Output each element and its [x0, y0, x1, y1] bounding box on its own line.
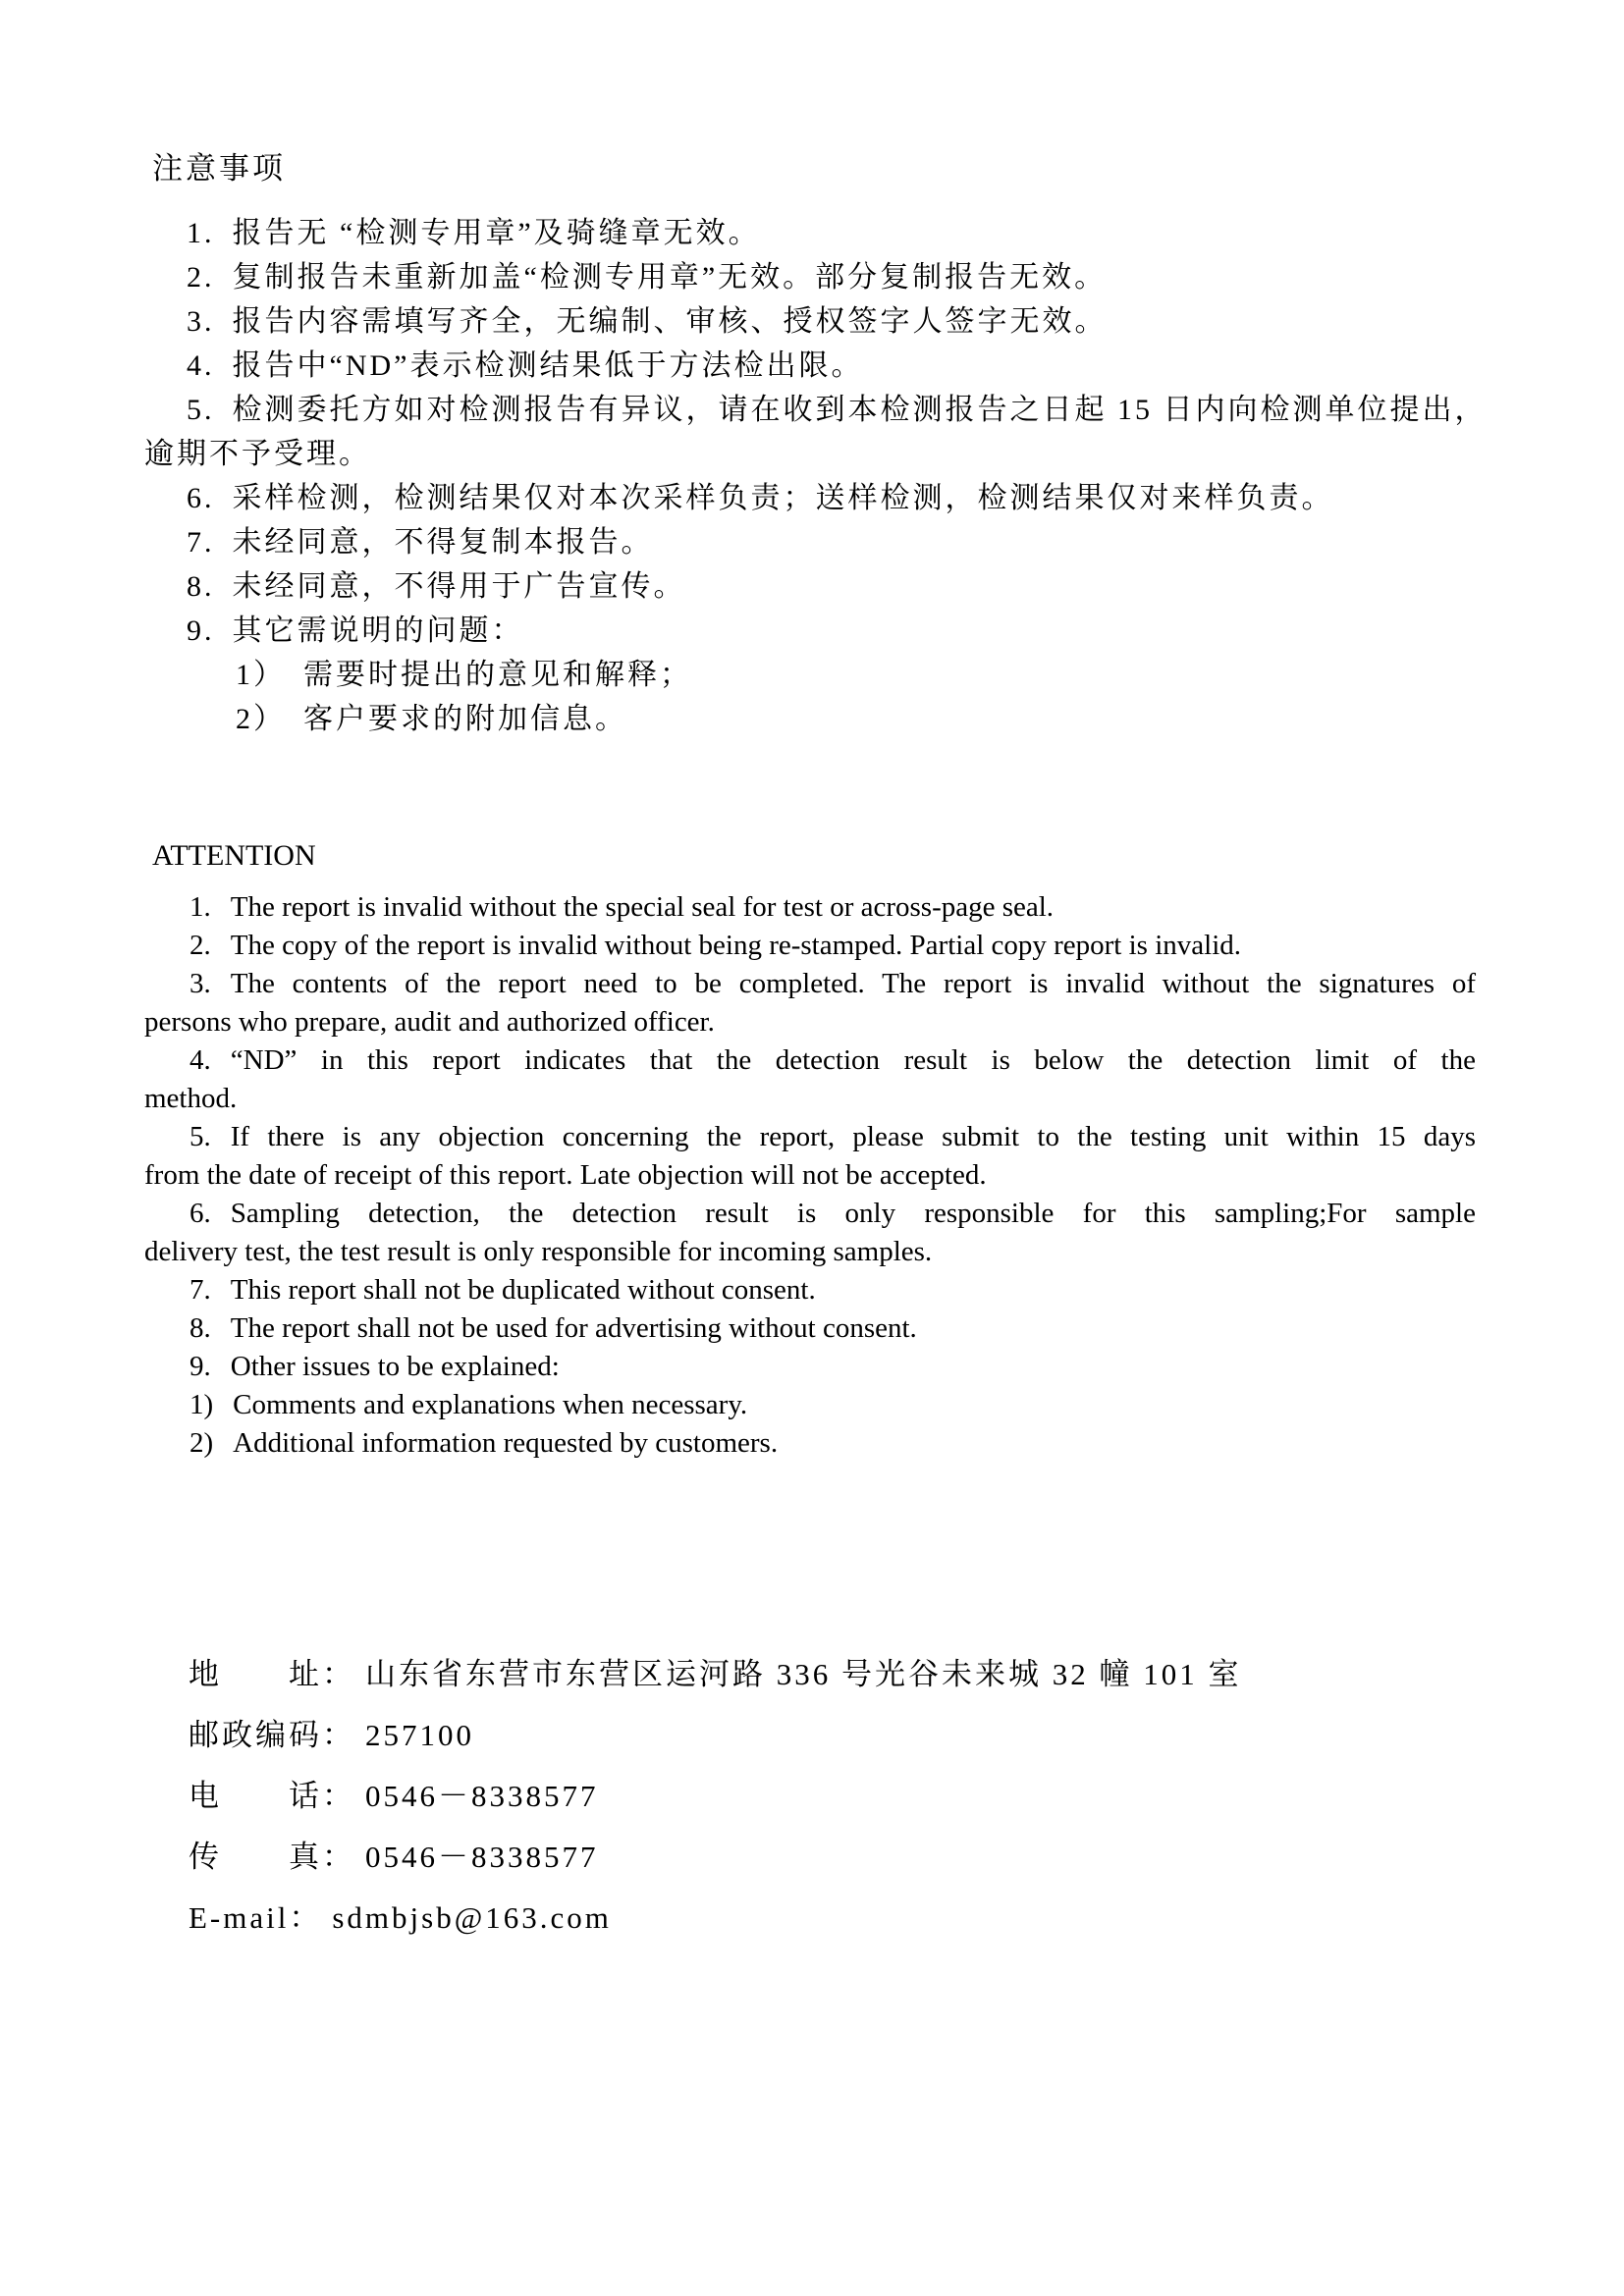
- contact-address-line: [189, 1644, 1476, 1705]
- item-number: 3.: [189, 968, 211, 999]
- cn-notes-title: 注意事项: [152, 151, 286, 186]
- en-note-item-4-line-2: [144, 1080, 1476, 1118]
- contact-label: 地 址：: [189, 1657, 355, 1691]
- item-text: 未经同意，不得用于广告宣传。: [232, 570, 686, 603]
- cn-note-item-1: [144, 211, 1476, 255]
- en-note-item-4: [144, 1041, 1476, 1080]
- item-number: 7.: [189, 1274, 211, 1306]
- en-notes-list: [144, 888, 1476, 1463]
- item-text: The contents of the report need to be completed. The report is invalid without the signatures of: [230, 968, 1476, 999]
- item-number: 5.: [187, 394, 215, 426]
- cn-note-item-8: [144, 564, 1476, 609]
- contact-label: E-mail：: [189, 1900, 323, 1935]
- contact-label: 电 话：: [189, 1779, 355, 1813]
- cn-note-item-2: [144, 255, 1476, 299]
- cn-notes-list: [144, 211, 1488, 741]
- item-number: 3.: [187, 305, 215, 338]
- item-text: 采样检测，检测结果仅对本次采样负责；送样检测，检测结果仅对来样负责。: [232, 482, 1334, 514]
- en-note-item-3: [144, 965, 1476, 1003]
- cn-note-subitem-2: [144, 697, 1476, 741]
- item-text: 报告内容需填写齐全，无编制、审核、授权签字人签字无效。: [232, 305, 1108, 338]
- item-text: Sampling detection, the detection result is only responsible for this sampling;For sample: [230, 1198, 1476, 1229]
- en-note-item-6: [144, 1195, 1476, 1233]
- item-text: The report shall not be used for advertising without consent.: [230, 1312, 917, 1344]
- item-number: 1): [189, 1389, 214, 1420]
- en-note-item-8: [144, 1309, 1476, 1348]
- en-note-item-6-line-2: [144, 1233, 1476, 1271]
- en-note-item-1: [144, 888, 1476, 927]
- en-note-item-9: [144, 1348, 1476, 1386]
- item-text: 复制报告未重新加盖“检测专用章”无效。部分复制报告无效。: [232, 261, 1108, 294]
- item-number: 8.: [189, 1312, 211, 1344]
- item-text: 检测委托方如对检测报告有异议，请在收到本检测报告之日起 15 日内向检测单位提出，: [232, 394, 1488, 426]
- item-text: If there is any objection concerning the report, please submit to the testing unit within 15 days: [230, 1121, 1476, 1152]
- item-number: 1.: [189, 891, 211, 923]
- en-note-subitem-1: [144, 1386, 1476, 1424]
- item-text: method.: [144, 1083, 238, 1114]
- item-text: 报告中“ND”表示检测结果低于方法检出限。: [232, 349, 864, 382]
- item-text: 逾期不予受理。: [144, 438, 371, 470]
- contact-postcode-line: [189, 1705, 1476, 1766]
- en-notes-title: ATTENTION: [152, 839, 316, 872]
- item-number: 9.: [187, 614, 215, 647]
- item-number: 2.: [187, 261, 215, 294]
- cn-note-item-9: [144, 609, 1476, 653]
- cn-note-item-7: [144, 520, 1476, 564]
- item-number: 4.: [187, 349, 215, 382]
- contact-phone-line: [189, 1766, 1476, 1827]
- cn-note-item-4: [144, 344, 1476, 388]
- item-number: 2）: [236, 703, 286, 735]
- contact-value: 0546－8338577: [365, 1779, 599, 1813]
- item-text: 未经同意，不得复制本报告。: [232, 526, 654, 559]
- item-text: 客户要求的附加信息。: [303, 703, 627, 735]
- item-text: from the date of receipt of this report. Late objection will not be accepted.: [144, 1159, 987, 1191]
- contact-value: 257100: [365, 1718, 474, 1752]
- cn-note-item-5-line-2: [144, 432, 1476, 476]
- contact-label: 传 真：: [189, 1840, 355, 1874]
- item-text: delivery test, the test result is only responsible for incoming samples.: [144, 1236, 933, 1267]
- en-note-item-5: [144, 1118, 1476, 1156]
- item-number: 9.: [189, 1351, 211, 1382]
- item-text: This report shall not be duplicated without consent.: [230, 1274, 816, 1306]
- item-text: 需要时提出的意见和解释；: [303, 659, 692, 691]
- contact-label: 邮政编码：: [189, 1718, 355, 1752]
- contact-email-line: [189, 1888, 1476, 1949]
- item-number: 6.: [189, 1198, 211, 1229]
- en-note-item-5-line-2: [144, 1156, 1476, 1195]
- item-text: “ND” in this report indicates that the detection result is below the detection limit of the: [230, 1044, 1476, 1076]
- item-text: 报告无 “检测专用章”及骑缝章无效。: [232, 217, 761, 249]
- item-text: Additional information requested by customers.: [233, 1427, 779, 1459]
- item-number: 1.: [187, 217, 215, 249]
- item-text: 其它需说明的问题：: [232, 614, 524, 647]
- cn-note-item-3: [144, 299, 1476, 344]
- item-text: Comments and explanations when necessary.: [233, 1389, 748, 1420]
- en-note-item-2: [144, 927, 1476, 965]
- item-text: The copy of the report is invalid without being re-stamped. Partial copy report is invalid.: [230, 930, 1241, 961]
- en-note-item-7: [144, 1271, 1476, 1309]
- cn-note-item-5: [144, 388, 1488, 432]
- contact-value: 0546－8338577: [365, 1840, 599, 1874]
- contact-value: sdmbjsb@163.com: [332, 1900, 612, 1935]
- item-number: 4.: [189, 1044, 211, 1076]
- item-number: 8.: [187, 570, 215, 603]
- contact-block: [144, 1644, 1476, 1949]
- en-note-subitem-2: [144, 1424, 1476, 1463]
- item-number: 1）: [236, 659, 286, 691]
- item-number: 6.: [187, 482, 215, 514]
- item-number: 2): [189, 1427, 214, 1459]
- cn-note-subitem-1: [144, 653, 1476, 697]
- contact-fax-line: [189, 1827, 1476, 1888]
- item-number: 7.: [187, 526, 215, 559]
- contact-value: 山东省东营市东营区运河路 336 号光谷未来城 32 幢 101 室: [365, 1657, 1242, 1691]
- item-text: Other issues to be explained:: [230, 1351, 560, 1382]
- item-number: 5.: [189, 1121, 211, 1152]
- item-number: 2.: [189, 930, 211, 961]
- item-text: The report is invalid without the special seal for test or across-page seal.: [230, 891, 1055, 923]
- cn-note-item-6: [144, 476, 1476, 520]
- en-note-item-3-line-2: [144, 1003, 1476, 1041]
- item-text: persons who prepare, audit and authorized officer.: [144, 1006, 715, 1038]
